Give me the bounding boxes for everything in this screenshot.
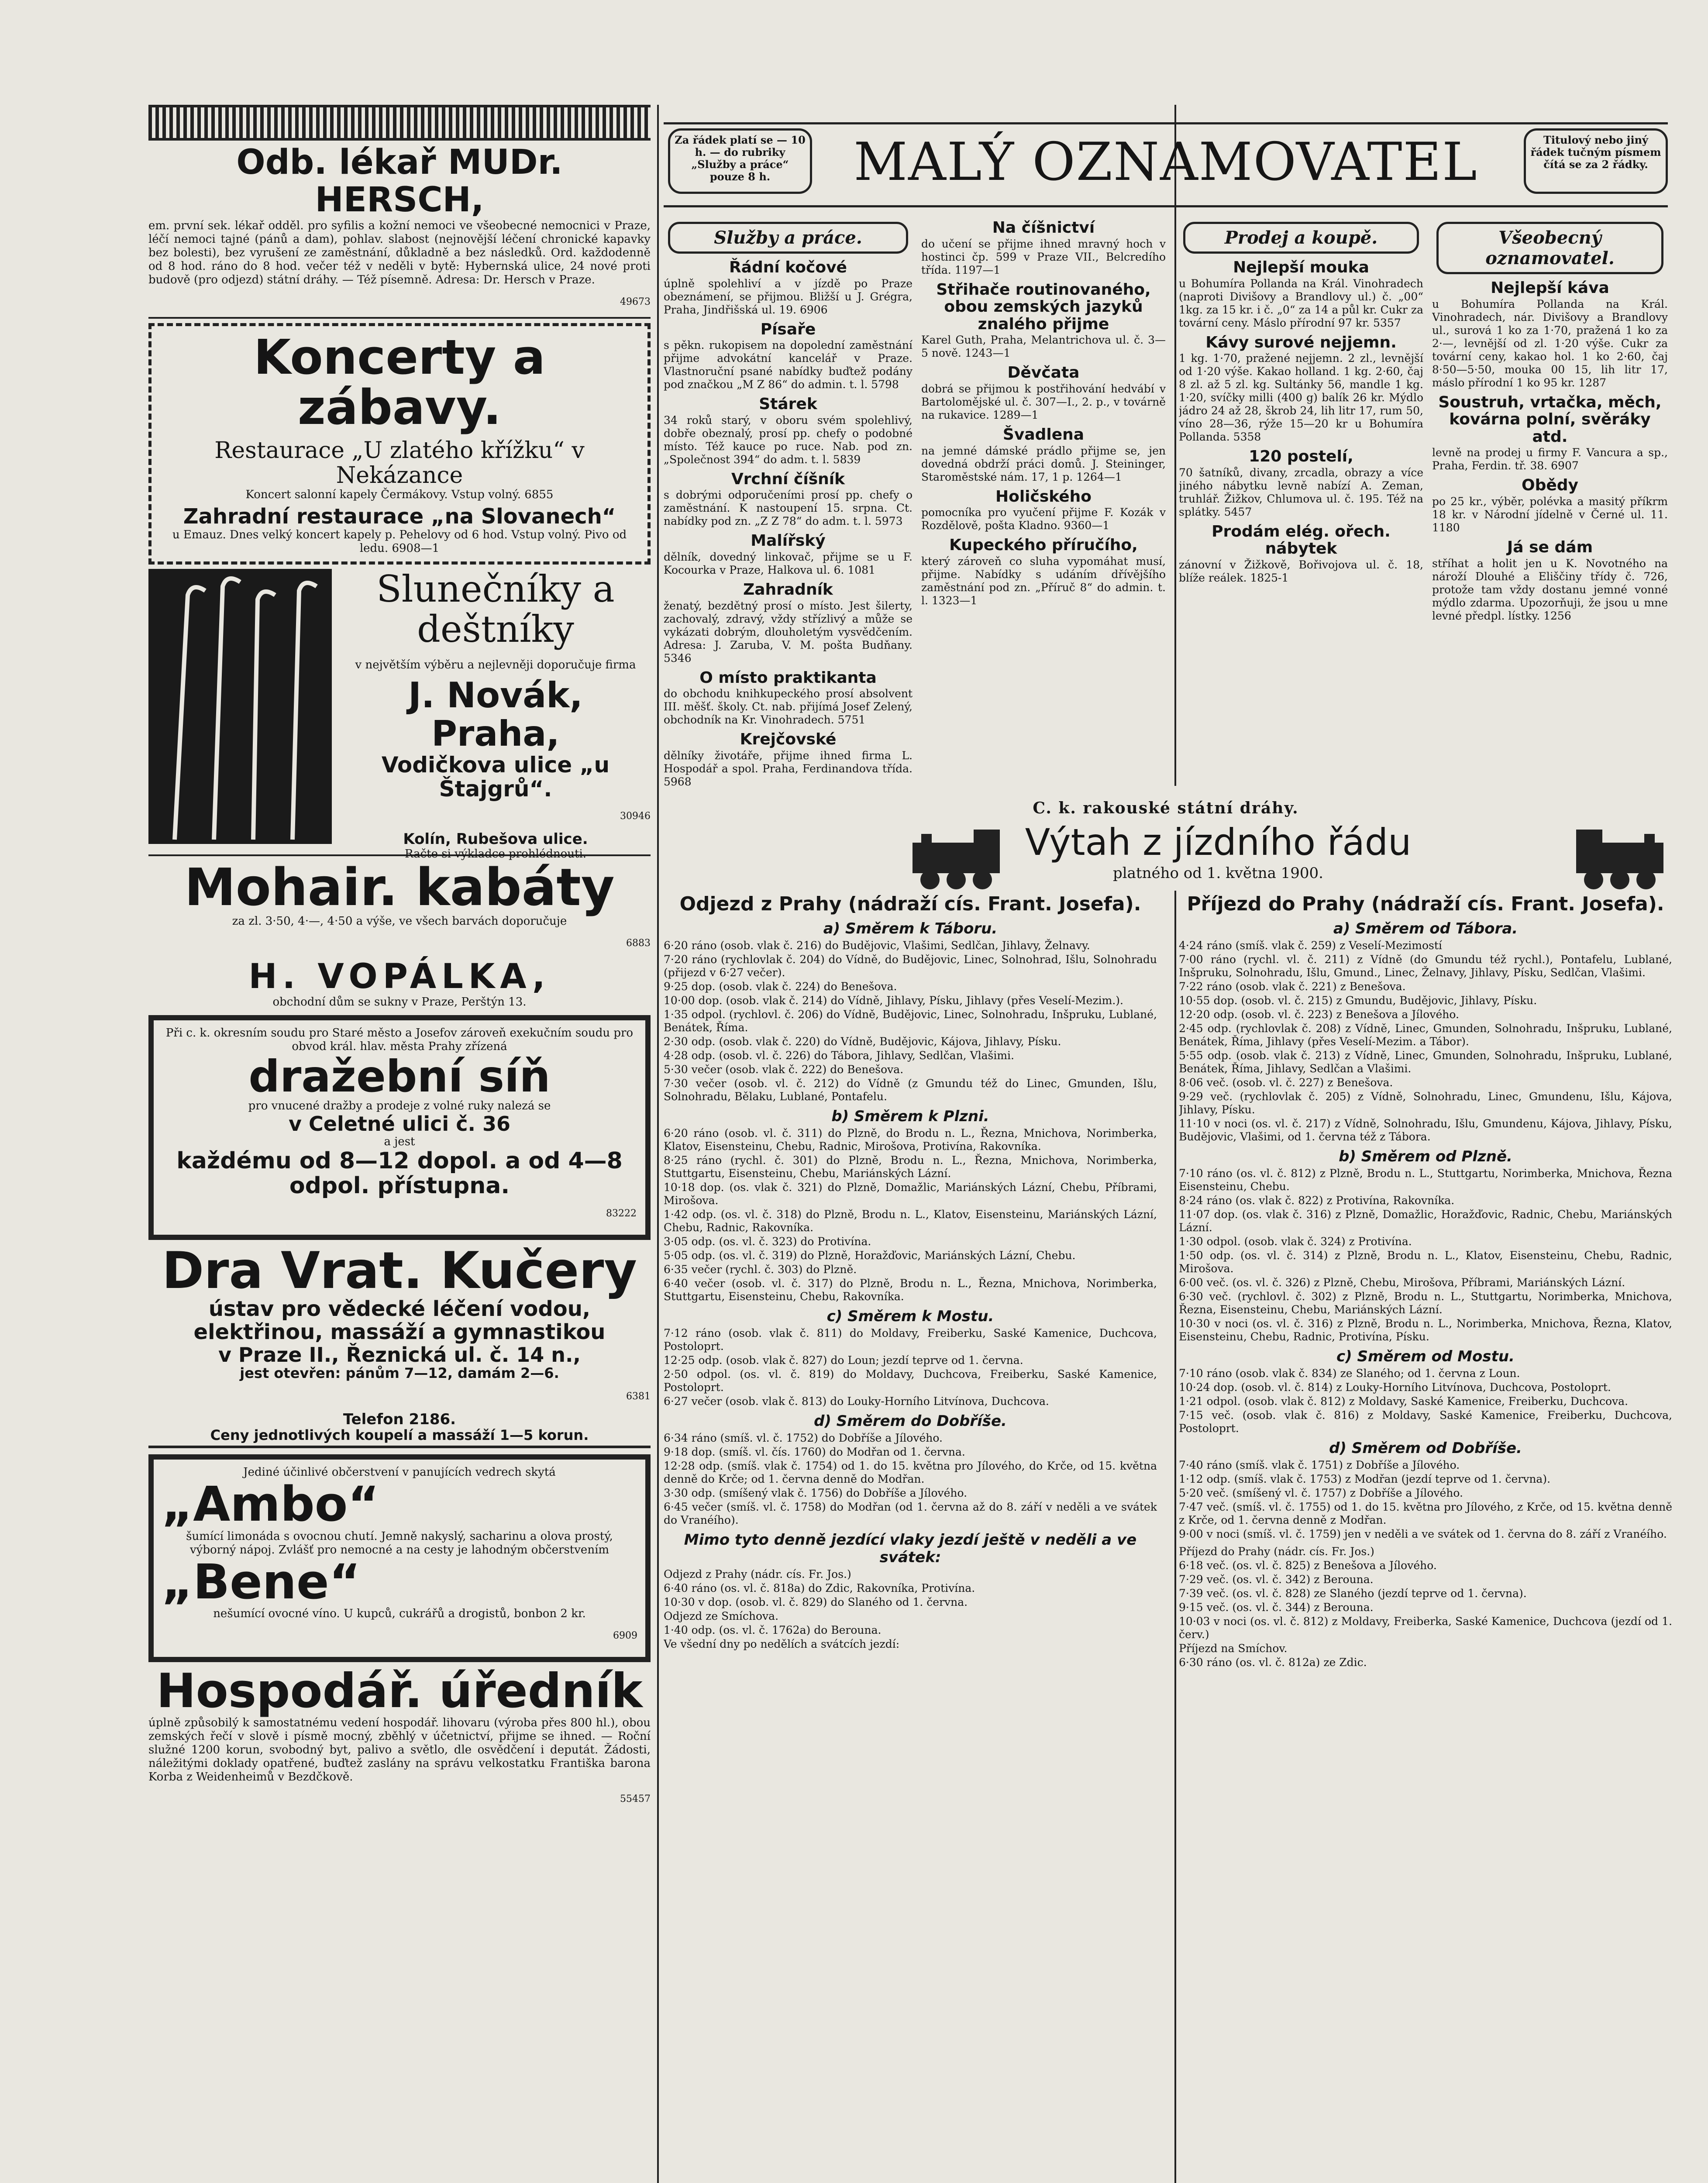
- timetable-entry: 7·20 ráno (rychlovlak č. 204) do Vídně, do Budějovic, Linec, Solnohrad, Išlu, Solnohradu (přijezd v 6·27 večer).: [664, 953, 1157, 979]
- timetable-entry: 6·30 ráno (os. vl. č. 812a) ze Zdic.: [1179, 1656, 1367, 1669]
- classified-ad-text: zánovní v Žižkově, Bořivojova ul. č. 18, blíže reálek. 1825-1: [1179, 558, 1423, 584]
- left-column: [148, 105, 651, 2183]
- ad-hersch-title: Odb. lékař MUDr. HERSCH,: [236, 143, 563, 220]
- ad-ambo-t3: nešumící ovocné víno. U kupců, cukrářů a drogistů, bonbon 2 kr.: [213, 1607, 586, 1621]
- timetable-section-heading: d) Směrem od Dobříše.: [1329, 1439, 1522, 1457]
- ad-mohair-title: Mohair. kabáty: [184, 857, 615, 917]
- timetable-entry: 6·20 ráno (osob. vl. č. 311) do Plzně, do Brodu n. L., Řezna, Mnichova, Norimberka, Klatov, Eisensteinu, Chebu, Radnic, Mirošova, Protivína, Rakovníka.: [664, 1127, 1157, 1153]
- timetable-entry: Odjezd ze Smíchova.: [664, 1610, 779, 1622]
- ad-hersch: [148, 144, 651, 307]
- classified-ad-heading: O místo praktikanta: [699, 668, 877, 687]
- timetable-entry: 2·30 odp. (osob. vlak č. 220) do Vídně, Budějovic, Kájova, Jihlavy, Písku.: [664, 1035, 1061, 1048]
- classified-ad-heading: Vrchní číšník: [731, 470, 845, 488]
- ad-novak-t2: Kolín, Rubešova ulice.: [403, 830, 588, 848]
- classified-ad: [1432, 279, 1668, 389]
- classified-ad-text: dobrá se přijmou k postřihování hedvábí v Bartolomějské ul. č. 307—I., 2. p., v továrně na rukavice. 1289—1: [921, 382, 1166, 421]
- classified-ad: [664, 532, 913, 577]
- classified-ad-text: který zároveň co sluha vypomáhat musí, přijme. Nabídky s udáním dřívějšího zaměstnání pod zn. „Příruč 8“ do admin. t. l. 1323—1: [921, 554, 1166, 607]
- timetable-entry: 9·18 dop. (smíš. vl. čís. 1760) do Modřan od 1. června.: [664, 1446, 965, 1458]
- ad-drazebni-t1: Při c. k. okresním soudu pro Staré město a Josefov zároveň exekučním soudu pro obvod král. hlav. města Prahy zřízená: [165, 1026, 634, 1054]
- classified-ad: [664, 471, 913, 528]
- timetable-entry: 10·30 v noci (os. vl. č. 316) z Plzně, Brodu n. L., Norimberka, Mnichova, Řezna, Klatov, Eisensteinu, Chebu, Radnic, Protivína, Písku.: [1179, 1317, 1672, 1343]
- timetable-entry: 9·00 v noci (smíš. vl. č. 1759) jen v neděli a ve svátek od 1. června do 8. září z Vranéího.: [1179, 1528, 1667, 1540]
- timetable-section-heading: c) Směrem od Mostu.: [1336, 1348, 1515, 1365]
- ad-hospodar-body: úplně způsobilý k samostatnému vedení hospodář. lihovaru (výroba přes 800 hl.), obou zemských řečí v slově i písmě mocný, zběhlý v účetnictví, přijme se ihned. — Roční služné 1200 korun, svobodný byt, palivo a světlo, dle osvědčení i deputát. Žádosti, náležitými doklady opatřené, buďtež zaslány na správu velkostatku Františka barona Korba z Weidenheimů v Bezdčkově.: [148, 1716, 651, 1784]
- timetable-entry: 6·20 ráno (osob. vlak č. 216) do Budějovic, Vlašimi, Sedlčan, Jihlavy, Želnavy.: [664, 939, 1090, 952]
- general-column: [1432, 218, 1668, 790]
- classified-ad-heading: Nejlepší mouka: [1233, 258, 1369, 276]
- ad-koncerty-r1-text: Koncert salonní kapely Čermákovy. Vstup volný. 6855: [245, 488, 554, 501]
- ad-drazebni-t2: pro vnucené dražby a prodeje z volné ruky nalezá se: [248, 1099, 551, 1113]
- classified-ad-heading: Já se dám: [1507, 538, 1593, 556]
- masthead-left-box: Za řádek platí se — 10 h. — do rubriky „Služby a práce“ pouze 8 h.: [668, 128, 812, 194]
- masthead-right-box: Titulový nebo jiný řádek tučným písmem čítá se za 2 řádky.: [1524, 128, 1668, 194]
- timetable-entry: 7·10 ráno (os. vl. č. 812) z Plzně, Brodu n. L., Stuttgartu, Norimberka, Mnichova, Řezna Eisensteinu, Chebu.: [1179, 1167, 1672, 1193]
- classified-ad: [1179, 259, 1423, 330]
- services-ads-2: [921, 219, 1166, 607]
- timetable-entry: 10·30 v dop. (osob. vl. č. 829) do Slaného od 1. června.: [664, 1596, 968, 1608]
- masthead: [664, 122, 1668, 210]
- timetable-entry: Příjezd do Prahy (nádr. cís. Fr. Jos.): [1179, 1545, 1374, 1558]
- classified-ad: [921, 537, 1166, 607]
- timetable-section-heading: b) Směrem od Plzně.: [1339, 1148, 1512, 1165]
- classified-ad: [1179, 448, 1423, 519]
- ad-ambo: [148, 1454, 651, 1662]
- ad-drazebni-t3: a jest: [384, 1135, 415, 1149]
- classified-ad: [664, 731, 913, 788]
- classified-ad-heading: Nejlepší káva: [1491, 279, 1609, 297]
- classified-ad: [921, 364, 1166, 422]
- classified-ad-heading: Na číšnictví: [992, 219, 1095, 237]
- timetable-entry: 1·35 odpol. (rychlovl. č. 206) do Vídně, Budějovic, Linec, Solnohradu, Inšpruku, Lublané, Benátek, Říma.: [664, 1008, 1157, 1034]
- timetable-entry: 7·22 ráno (osob. vlak č. 221) z Benešova.: [1179, 980, 1406, 993]
- timetable-entry: 9·25 dop. (osob. vlak č. 224) do Benešova.: [664, 980, 897, 993]
- classified-ad-text: do obchodu knihkupeckého prosí absolvent III. měšť. školy. Ct. nab. přijímá Josef Zelený, obchodník na Kr. Vinohradech. 5751: [664, 687, 913, 727]
- classified-ad-heading: Obědy: [1521, 476, 1579, 495]
- timetable-section-heading: b) Směrem k Plzni.: [831, 1108, 989, 1125]
- classified-ad-text: 70 šatníků, divany, zrcadla, obrazy a více jiného nábytku levně nabízí A. Zeman, truhlář. Žižkov, Chlumova ul. č. 195. Též na splátky. 5457: [1179, 466, 1423, 518]
- ad-drazebni-addr: v Celetné ulici č. 36: [289, 1112, 510, 1136]
- timetable-entry: 11·07 dop. (os. vlak č. 316) z Plzně, Domažlic, Horažďovic, Radnic, Chebu, Mariánských Lázní.: [1179, 1208, 1672, 1234]
- classifieds-area: [664, 218, 1668, 790]
- classified-ad: [664, 259, 913, 317]
- timetable-entry: Odjezd z Prahy (nádr. cís. Fr. Jos.): [664, 1568, 851, 1580]
- ad-koncerty-r2-text: u Emauz. Dnes velký koncert kapely p. Pehelovy od 6 hod. Vstup volný. Pivo od ledu. 6908—1: [172, 528, 627, 555]
- classified-ad-heading: Soustruh, vrtačka, měch, kovárna polní, svěráky atd.: [1438, 393, 1662, 446]
- classified-ad: [1179, 334, 1423, 444]
- timetable-entry: 6·40 večer (osob. vl. č. 317) do Plzně, Brodu n. L., Řezna, Mnichova, Norimberka, Stuttgartu, Eisensteinu, Chebu, Rakovníka.: [664, 1277, 1157, 1303]
- timetable-entry: 7·30 večer (osob. vl. č. 212) do Vídně (z Gmundu též do Linec, Gmunden, Išlu, Solnohradu, Bělaku, Lublané, Pontafelu.: [664, 1077, 1157, 1103]
- timetable-entry: 7·39 več. (os. vl. č. 828) ze Slaného (jezdí teprve od 1. června).: [1179, 1587, 1527, 1600]
- timetable-entry: 6·45 večer (smíš. vl. č. 1758) do Modřan (od 1. června až do 8. září v neděli a ve svátek do Vranéího).: [664, 1501, 1157, 1526]
- timetable-entry: 6·00 več. (os. vl. č. 326) z Plzně, Chebu, Mirošova, Příbrami, Mariánských Lázní.: [1179, 1276, 1625, 1289]
- ad-mohair-name: H. VOPÁLKA,: [248, 957, 551, 996]
- ad-novak-num: 30946: [620, 810, 651, 822]
- timetable-entry: 7·29 več. (os. vl. č. 342) z Berouna.: [1179, 1573, 1374, 1586]
- ad-koncerty-r1: Restaurace „U zlatého křížku“ v Nekázance: [214, 437, 585, 489]
- classified-ad-heading: Holičského: [995, 487, 1092, 506]
- ad-novak: [148, 567, 651, 861]
- arrivals-header: Příjezd do Prahy (nádraží cís. Frant. Josefa).: [1187, 893, 1664, 915]
- timetable-arrivals: [1179, 893, 1672, 2183]
- classified-ad-heading: Malířský: [751, 532, 826, 550]
- timetable-title: Výtah z jízdního řádu: [1025, 821, 1412, 864]
- timetable-entry: 3·05 odp. (os. vl. č. 323) do Protivína.: [664, 1235, 871, 1248]
- ad-bene-title: „Bene“: [162, 1553, 361, 1610]
- classified-ad-text: ženatý, bezdětný prosí o místo. Jest šilerty, zachovalý, zdravý, vždy střízlivý a může se vykázati dobrým, dlouholetým vysvědčením. Adresa: J. Zaruba, V. M. pošta Budňany. 5346: [664, 599, 913, 665]
- timetable-departures: [664, 893, 1157, 2183]
- classified-ad-heading: Stárek: [759, 395, 817, 413]
- classified-ad-heading: Kávy surové nejjemn.: [1205, 333, 1397, 351]
- timetable-entry: 10·24 dop. (osob. vl. č. 814) z Louky-Horního Litvínova, Duchcova, Postoloprt.: [1179, 1381, 1611, 1394]
- divider: [148, 317, 651, 319]
- timetable-entry: 8·25 ráno (rychl. č. 301) do Plzně, Brodu n. L., Řezna, Mnichova, Norimberka, Stuttgartu, Eisensteinu, Chebu, Mariánských Lázní.: [664, 1154, 1157, 1180]
- services-column-2: [921, 218, 1166, 790]
- classified-ad-heading: Písaře: [760, 320, 816, 338]
- ad-ambo-t1: Jediné účinlivé občerstvení v panujících vedrech skytá: [243, 1466, 556, 1479]
- timetable-entry: 6·34 ráno (smíš. vl. č. 1752) do Dobříše a Jílového.: [664, 1432, 943, 1444]
- timetable-entry: 6·18 več. (os. vl. č. 825) z Benešova a Jílového.: [1179, 1559, 1437, 1572]
- timetable-entry: 11·10 v noci (os. vl. č. 217) z Vídně, Solnohradu, Išlu, Gmundenu, Kájova, Jihlavy, Písku, Budějovic, Vlašimi, od 1. června též z Tábora.: [1179, 1117, 1672, 1143]
- general-ads: [1432, 222, 1668, 623]
- timetable-entry: 1·42 odp. (os. vl. č. 318) do Plzně, Brodu n. L., Klatov, Eisensteinu, Mariánských Lázní, Chebu, Radnic, Rakovníka.: [664, 1208, 1157, 1234]
- ad-hospodar: [148, 1664, 651, 1804]
- classified-ad: [1432, 394, 1668, 473]
- timetable-entry: 7·00 ráno (rychl. vl. č. 211) z Vídně (do Gmundu též rychl.), Pontafelu, Lublané, Inšpruku, Solnohradu, Išlu, Gmund., Linec, Želnavy, Jihlavy, Písku, Sedlčan, Vlašimi.: [1179, 953, 1672, 979]
- ad-koncerty: [148, 323, 651, 565]
- classified-ad-text: Karel Guth, Praha, Melantrichova ul. č. 3—5 nově. 1243—1: [921, 334, 1166, 360]
- classified-ad: [921, 488, 1166, 533]
- ad-kucera-t5: Ceny jednotlivých koupelí a massáží 1—5 korun.: [148, 1428, 651, 1448]
- timetable-entry: 5·55 odp. (osob. vlak č. 213) z Vídně, Linec, Gmunden, Solnohradu, Inšpruku, Lublané, Benátek, Říma, Jihlavy, Sedlčan a Vlašimi.: [1179, 1049, 1672, 1075]
- ad-ambo-t2: šumící limonáda s ovocnou chutí. Jemně nakyslý, sacharinu a olova prostý, výborný nápoj. Zvlášť pro nemocné a na cesty je lahodným občerstvením: [186, 1529, 613, 1556]
- ad-koncerty-r2: Zahradní restaurace „na Slovanech“: [183, 504, 616, 529]
- classified-ad-heading: Švadlena: [1002, 425, 1085, 444]
- classified-ad: [1432, 539, 1668, 623]
- timetable-entry: 10·00 dop. (osob. vlak č. 214) do Vídně, Jihlavy, Písku, Jihlavy (přes Veselí-Mezim.).: [664, 994, 1123, 1007]
- masthead-title: MALÝ OZNAMOVATEL: [854, 132, 1478, 193]
- classified-ad: [664, 396, 913, 466]
- classified-ad: [664, 581, 913, 665]
- ad-novak-addr: Vodičkova ulice „u Štajgrů“.: [381, 752, 610, 802]
- timetable-entry: 1·40 odp. (os. vl. č. 1762a) do Berouna.: [664, 1624, 882, 1636]
- ad-mohair-t2: obchodní dům se sukny v Praze, Perštýn 13.: [272, 995, 527, 1009]
- timetable-entry: 3·30 odp. (smíšený vlak č. 1756) do Dobříše a Jílového.: [664, 1487, 968, 1499]
- classified-ad-text: stříhat a holit jen u K. Novotného na nároží Dlouhé a Eliščiny třídy č. 726, protože tam vždy dostanu jemné vonné mýdlo zdarma. Upozorňuji, že jsou u mne levné předpl. lístky. 1256: [1432, 557, 1668, 622]
- timetable-entry: 10·55 dop. (osob. vl. č. 215) z Gmundu, Budějovic, Jihlavy, Písku.: [1179, 994, 1537, 1007]
- ad-drazebni: [148, 1015, 651, 1240]
- timetable-entry: 12·25 odp. (osob. vlak č. 827) do Loun; jezdí teprve od 1. června.: [664, 1354, 1023, 1367]
- classified-ad-text: u Bohumíra Pollanda na Král. Vinohradech (naproti Divišovy a Brandlovy ul.) č. „00“ 1kg. za 15 kr. i č. „0“ za 14 a půl kr. Cukr za tovární ceny. Máslo přírodní 97 kr. 5357: [1179, 277, 1423, 329]
- classified-ad-text: úplně spolehliví a v jízdě po Praze obeznámení, se přijmou. Bližší u J. Grégra, Praha, Jindřišská ul. 19. 6906: [664, 277, 913, 316]
- classified-ad-text: dělník, dovedný linkovač, přijme se u F. Kocourka v Praze, Halkova ul. 6. 1081: [664, 550, 913, 576]
- classified-ad: [1179, 523, 1423, 585]
- ad-mohair-t1: za zl. 3·50, 4·—, 4·50 a výše, ve všech barvách doporučuje: [232, 914, 567, 928]
- timetable-entry: 8·06 več. (osob. vl. č. 227) z Benešova.: [1179, 1076, 1393, 1089]
- masthead-bottom-rule: [664, 205, 1668, 207]
- classified-ad: [664, 669, 913, 727]
- ad-drazebni-title: dražební síň: [248, 1051, 551, 1102]
- ad-kucera-t4: Telefon 2186.: [343, 1410, 456, 1428]
- ad-kucera-t1: ústav pro vědecké léčení vodou, elektřinou, massáží a gymnastikou: [193, 1297, 606, 1345]
- ad-kucera-t3: jest otevřen: pánům 7—12, damám 2—6.: [240, 1365, 559, 1382]
- sale-column: [1179, 218, 1423, 790]
- timetable-entry: 6·35 večer (rychl. č. 303) do Plzně.: [664, 1263, 857, 1276]
- sale-ads: [1179, 259, 1423, 585]
- ad-novak-t1: v největším výběru a nejlevněji doporučuje firma: [355, 658, 636, 671]
- timetable-entry: 9·15 več. (os. vl. č. 344) z Berouna.: [1179, 1601, 1374, 1614]
- timetable-entry: 12·28 odp. (smíš. vlak č. 1754) od 1. do 15. května pro Jílového, do Krče, od 15. května denně do Krče; od 1. června denně do Modřan.: [664, 1460, 1157, 1485]
- classified-ad-text: s dobrými odporučeními prosí pp. chefy o zaměstnání. K nastoupení 15. srpna. Ct. nabídky pod zn. „Z Z 78“ do adm. t. l. 5973: [664, 489, 913, 528]
- timetable-entry: 6·27 večer (osob. vlak č. 813) do Louky-Horního Litvínova, Duchcova.: [664, 1395, 1049, 1408]
- ad-kucera: [148, 1241, 651, 1448]
- timetable-entry: 4·24 ráno (smíš. vlak č. 259) z Veselí-Mezimostí: [1179, 939, 1442, 952]
- classified-ad-heading: Střihače routinovaného, obou zemských jazyků znalého přijme: [936, 280, 1151, 333]
- timetable-section-heading: a) Směrem k Táboru.: [823, 920, 998, 937]
- ad-novak-t3: Račte si výkladce prohlédnouti.: [404, 847, 587, 861]
- ad-ambo-title: „Ambo“: [162, 1476, 379, 1532]
- locomotive-icon: [1554, 825, 1668, 891]
- timetable-entry: 2·50 odpol. (os. vl. č. 819) do Moldavy, Duchcova, Freiberku, Saské Kamenice, Postoloprt.: [664, 1368, 1157, 1394]
- classified-ad-text: u Bohumíra Pollanda na Král. Vinohradech, nár. Divišovy a Brandlovy ul., surová 1 ko za 1·70, pražená 1 ko za 2·—, levnější od zl. 1·20 výše. Cukr za tovární ceny, kakao hol. 1 ko 2·60, čaj 8·50—5·50, mouka 00 15, lih litr 17, máslo přírodní 1 ko 95 kr. 1287: [1432, 297, 1668, 389]
- tag-services: Služby a práce.: [668, 222, 908, 254]
- timetable-entry: 1·50 odp. (os. vl. č. 314) z Plzně, Brodu n. L., Klatov, Eisensteinu, Chebu, Radnic, Mirošova.: [1179, 1249, 1672, 1275]
- classified-ad-heading: Děvčata: [1007, 364, 1080, 382]
- timetable-entry: 7·12 ráno (osob. vlak č. 811) do Moldavy, Freiberku, Saské Kamenice, Duchcova, Postoloprt.: [664, 1327, 1157, 1353]
- classified-ad-text: do učení se přijme ihned mravný hoch v hostinci čp. 599 v Praze VII., Belcredího třída. 1197—1: [921, 237, 1166, 276]
- ad-hersch-body: em. první sek. lékař odděl. pro syfilis a kožní nemoci ve všeobecné nemocnici v Praze, léčí nemoci tajné (pánů a dam), pohlav. slabost (nejnovější léčení chronické kapavky bez bolesti), bez vyrušení ze zaměstnání, důkladně a bez následků. Ord. každodenně od 8 hod. ráno do 8 hod. večer též v neděli v bytě: Hybernská ulice, 24 nové proti budově (pro odjezd) státní dráhy. — Též písemně. Adresa: Dr. Hersch v Praze.: [148, 219, 651, 286]
- timetable-entry: Příjezd na Smíchov.: [1179, 1642, 1288, 1655]
- classified-ad: [921, 426, 1166, 484]
- tag-sale: Prodej a koupě.: [1183, 222, 1419, 254]
- railway-header: C. k. rakouské státní dráhy.: [1033, 799, 1299, 817]
- classified-ad-heading: Krejčovské: [740, 730, 837, 749]
- ad-mohair-num: 6883: [626, 937, 651, 949]
- classified-ad-text: levně na prodej u firmy F. Vancura a sp., Praha, Ferdin. tř. 38. 6907: [1432, 446, 1668, 472]
- departures-header: Odjezd z Prahy (nádraží cís. Frant. Josefa).: [679, 893, 1141, 915]
- hersch-decorative-banner: [148, 105, 651, 141]
- timetable-entry: 5·05 odp. (os. vl. č. 319) do Plzně, Horažďovic, Mariánských Lázní, Chebu.: [664, 1249, 1076, 1262]
- ad-hospodar-title: Hospodář. úředník: [156, 1664, 643, 1719]
- classified-ad-text: 34 roků starý, v oboru svém spolehlivý, dobře obeznalý, prosí pp. chefy o podobné místo. Též kauce po ruce. Nab. pod zn. „Společnost 394“ do adm. t. l. 5839: [664, 413, 913, 466]
- timetable-entry: 10·18 dop. (os. vlak č. 321) do Plzně, Domažlic, Mariánských Lázní, Chebu, Příbrami, Mirošova.: [664, 1181, 1157, 1207]
- timetable-entry: 7·40 ráno (smíš. vlak č. 1751) z Dobříše a Jílového.: [1179, 1459, 1460, 1471]
- ad-drazebni-num: 83222: [606, 1208, 637, 1219]
- ad-ambo-num: 6909: [613, 1630, 637, 1642]
- timetable-section-heading: c) Směrem k Mostu.: [826, 1308, 994, 1325]
- timetable-entry: 7·10 ráno (osob. vlak č. 834) ze Slaného; od 1. června z Loun.: [1179, 1367, 1520, 1380]
- timetable-entry: 2·45 odp. (rychlovlak č. 208) z Vídně, Linec, Gmunden, Solnohradu, Inšpruku, Lublané, Benátek, Říma, Jihlavy (přes Veselí-Mezim. a Tábor).: [1179, 1022, 1672, 1048]
- ad-kucera-title: Dra Vrat. Kučery: [162, 1241, 637, 1301]
- umbrella-illustration-icon: [148, 569, 332, 844]
- classified-ad-text: s pěkn. rukopisem na dopolední zaměstnání přijme advokátní kancelář v Praze. Vlastnoruční psané nabídky buďtež podány pod značkou „M Z 86“ do admin. t. l. 5798: [664, 339, 913, 391]
- services-ads: [664, 259, 913, 790]
- timetable-section-heading: Mimo tyto denně jezdící vlaky jezdí ještě v neděli a ve svátek:: [684, 1531, 1137, 1566]
- ad-koncerty-title: Koncerty a zábavy.: [253, 329, 546, 436]
- ad-drazebni-hours: každému od 8—12 dopol. a od 4—8 odpol. přístupna.: [176, 1148, 623, 1199]
- timetable: [664, 893, 1672, 2183]
- classified-ad-heading: Prodám elég. ořech. nábytek: [1212, 522, 1391, 558]
- ad-mohair: [148, 857, 651, 1009]
- timetable-entry: 1·30 odpol. (osob. vlak č. 324) z Protivína.: [1179, 1235, 1412, 1248]
- ad-kucera-num: 6381: [626, 1391, 651, 1402]
- classified-ad-heading: Zahradník: [743, 580, 833, 599]
- services-column: [664, 218, 913, 790]
- classified-ad: [921, 219, 1166, 277]
- classified-ad: [1432, 477, 1668, 534]
- classified-ad-text: 1 kg. 1·70, pražené nejjemn. 2 zl., levnější od 1·20 výše. Kakao holland. 1 kg. 2·60, čaj 8 zl. až 5 zl. kg. Sultánky 56, mandle 1 kg. 1·20, svíčky milli (400 g) balík 26 kr. Mýdlo jádro 24 až 28, škrob 24, lih litr 17, rum 50, víno 28—36, rýže 15—20 kr u Bohumíra Pollanda. 5358: [1179, 352, 1423, 444]
- tag-general: Všeobecný oznamovatel.: [1436, 222, 1663, 274]
- timetable-entry: 8·24 ráno (os. vlak č. 822) z Protivína, Rakovníka.: [1179, 1194, 1455, 1207]
- classified-ad-text: dělníky životáře, přijme ihned firma L. Hospodář a spol. Praha, Ferdinandova třída. 5968: [664, 749, 913, 788]
- classified-ad-heading: Řádní kočové: [729, 258, 847, 276]
- timetable-entry: 1·21 odpol. (osob. vlak č. 812) z Moldavy, Saské Kamenice, Freiberku, Duchcova.: [1179, 1395, 1628, 1408]
- classified-ad-heading: Kupeckého příručího,: [949, 536, 1138, 554]
- timetable-entry: 1·12 odp. (smíš. vlak č. 1753) z Modřan (jezdí teprve od 1. června).: [1179, 1473, 1551, 1485]
- classified-ad-text: po 25 kr., výběr, polévka a masitý příkrm 18 kr. v Národní jídelně v Černé ul. 11. 1180: [1432, 495, 1668, 534]
- timetable-entry: 10·03 v noci (os. vl. č. 812) z Moldavy, Freiberka, Saské Kamenice, Duchcova (jezdí od 1. červ.): [1179, 1615, 1672, 1641]
- timetable-section-heading: a) Směrem od Tábora.: [1333, 920, 1518, 937]
- timetable-entry: 6·40 ráno (os. vl. č. 818a) do Zdic, Rakovníka, Protivína.: [664, 1582, 975, 1594]
- timetable-entry: Ve všední dny po nedělích a svátcích jezdí:: [664, 1638, 900, 1650]
- ad-novak-title: Slunečníky a deštníky: [376, 567, 615, 651]
- classified-ad-text: pomocníka pro vyučení přijme F. Kozák v Rozdělově, pošta Kladno. 9360—1: [921, 506, 1166, 532]
- classified-ad-text: na jemné dámské prádlo přijme se, jen dovedná obdrží práci domů. J. Steininger, Staroměstské nám. 17, 1 p. 1264—1: [921, 444, 1166, 483]
- timetable-entry: 7·15 več. (osob. vlak č. 816) z Moldavy, Saské Kamenice, Freiberku, Duchcova, Postoloprt.: [1179, 1409, 1672, 1435]
- timetable-entry: 12·20 odp. (osob. vl. č. 223) z Benešova a Jílového.: [1179, 1008, 1459, 1021]
- timetable-entry: 4·28 odp. (osob. vl. č. 226) do Tábora, Jihlavy, Sedlčan, Vlašimi.: [664, 1049, 1015, 1062]
- timetable-entry: 5·30 večer (osob. vlak č. 222) do Benešova.: [664, 1063, 904, 1076]
- timetable-section-heading: d) Směrem do Dobříše.: [814, 1412, 1007, 1430]
- timetable-entry: 9·29 več. (rychlovlak č. 205) z Vídně, Solnohradu, Linec, Gmundenu, Išlu, Kájova, Jihlavy, Písku.: [1179, 1090, 1672, 1116]
- masthead-top-rule: [664, 122, 1668, 124]
- ad-kucera-t2: v Praze II., Řeznická ul. č. 14 n.,: [218, 1343, 581, 1367]
- timetable-valid: platného od 1. května 1900.: [1113, 864, 1323, 882]
- arrivals-sections: [1179, 920, 1672, 1669]
- timetable-entry: 7·47 več. (smíš. vl. č. 1755) od 1. do 15. května pro Jílového, z Krče, od 15. května denně z Krče, od 1. června denně z Modřan.: [1179, 1501, 1672, 1526]
- ad-hersch-num: 49673: [620, 296, 651, 307]
- classified-ad-heading: 120 postelí,: [1249, 448, 1353, 466]
- departures-sections: [664, 920, 1157, 1651]
- ad-hospodar-num: 55457: [620, 1793, 651, 1804]
- ad-novak-name: J. Novák, Praha,: [408, 675, 583, 754]
- timetable-entry: 6·30 več. (rychlovl. č. 302) z Plzně, Brodu n. L., Stuttgartu, Norimberka, Mnichova, Řezna, Eisensteinu, Chebu, Mariánských Lázní.: [1179, 1290, 1672, 1316]
- classified-ad: [921, 281, 1166, 360]
- classified-ad: [664, 321, 913, 392]
- timetable-entry: 5·20 več. (smíšený vl. č. 1757) z Dobříše a Jílového.: [1179, 1487, 1463, 1499]
